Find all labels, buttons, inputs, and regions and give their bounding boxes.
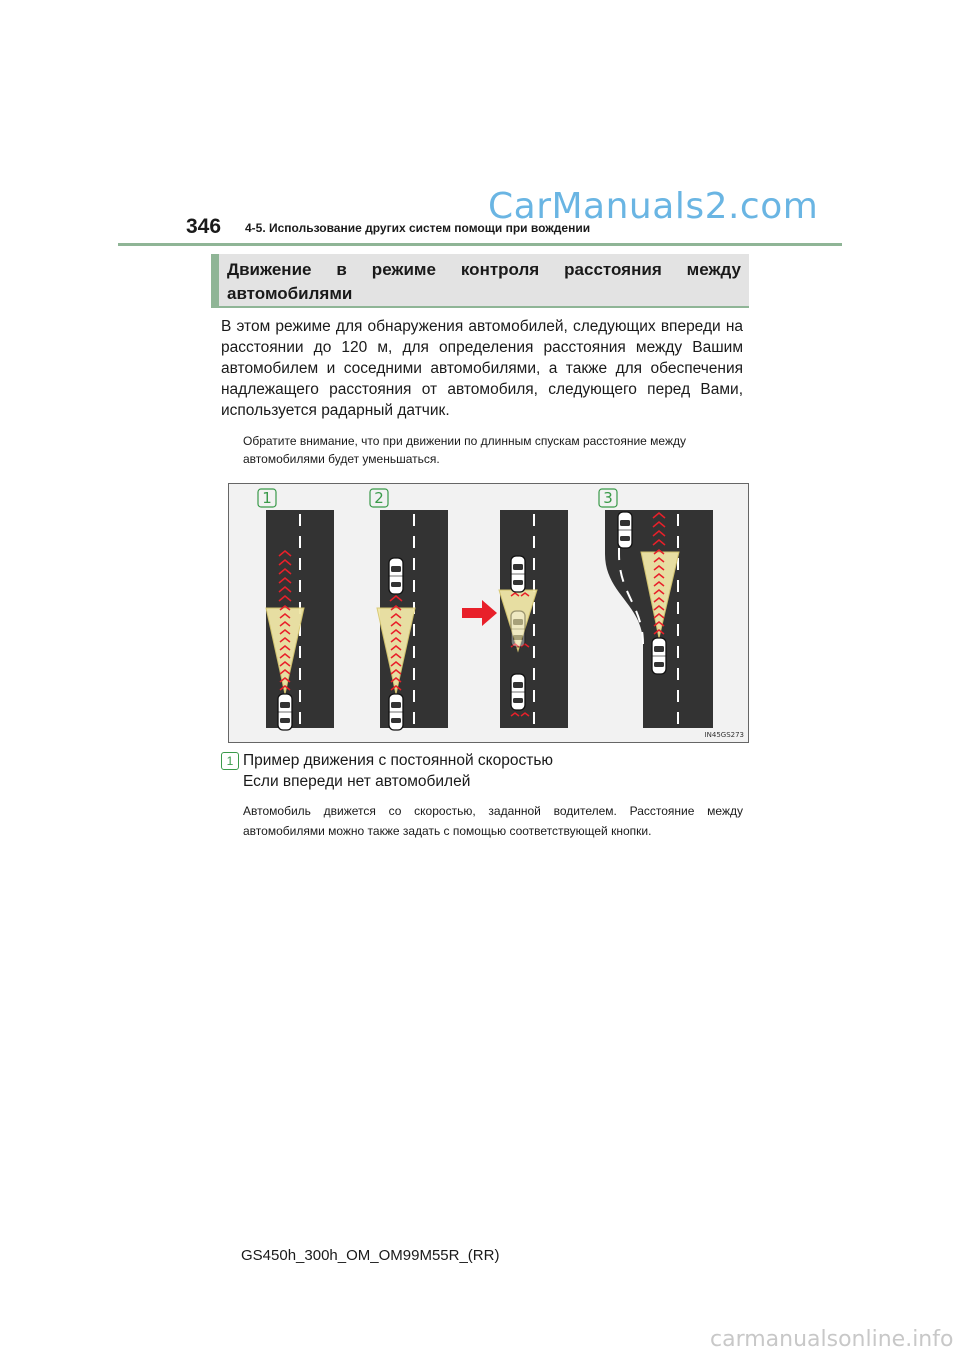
- item-1-line-2: Если впереди нет автомобилей: [243, 773, 471, 790]
- car-own-4: [652, 638, 666, 674]
- watermark-bottom: carmanualsonline.info: [710, 1327, 954, 1352]
- figure-drawing: [229, 484, 748, 742]
- section-title: 4-5. Использование других систем помощи при вождении: [245, 221, 591, 235]
- item-badge-1: 1: [221, 752, 239, 770]
- radar-figure: [228, 483, 749, 743]
- car-own-3-faded: [511, 611, 525, 647]
- step-label-3: 3: [603, 489, 613, 507]
- body-paragraph: В этом режиме для обнаружения автомобилей, следующих впереди на расстоянии до 120 м, для определения расстояния между Вашим автомобилем и соседними автомобилями, а также для обеспечения надлежащего расстояния от автомобиля, следующего перед Вами, используется радарный датчик.: [221, 318, 743, 419]
- item-1-text: [243, 750, 553, 792]
- note-paragraph: Обратите внимание, что при движении по длинным спускам расстояние между автомобилями будет уменьшаться.: [243, 434, 686, 466]
- footer-document-code: GS450h_300h_OM_OM99M55R_(RR): [241, 1247, 500, 1264]
- heading-box: [211, 254, 749, 308]
- item-1-line-1: Пример движения с постоянной скоростью: [243, 752, 554, 769]
- item-1-note: Автомобиль движется со скоростью, заданной водителем. Расстояние между автомобилями можно также задать с помощью соответствующей кнопки.: [243, 804, 743, 838]
- car-ahead-3: [511, 556, 525, 592]
- car-own-1: [278, 694, 292, 730]
- page-heading: Движение в режиме контроля расстояния между автомобилями: [227, 260, 741, 303]
- car-merging-4: [618, 512, 632, 548]
- transition-arrow: [462, 600, 497, 626]
- page-number: 346: [186, 215, 222, 238]
- figure-code: IN45GS273: [704, 731, 744, 739]
- car-own-3: [511, 674, 525, 710]
- car-own-2: [389, 694, 403, 730]
- header-rule: [118, 243, 842, 246]
- watermark-top: CarManuals2.com: [488, 186, 819, 227]
- step-label-1: 1: [262, 489, 272, 507]
- step-label-2: 2: [374, 489, 384, 507]
- car-ahead-2: [389, 558, 403, 594]
